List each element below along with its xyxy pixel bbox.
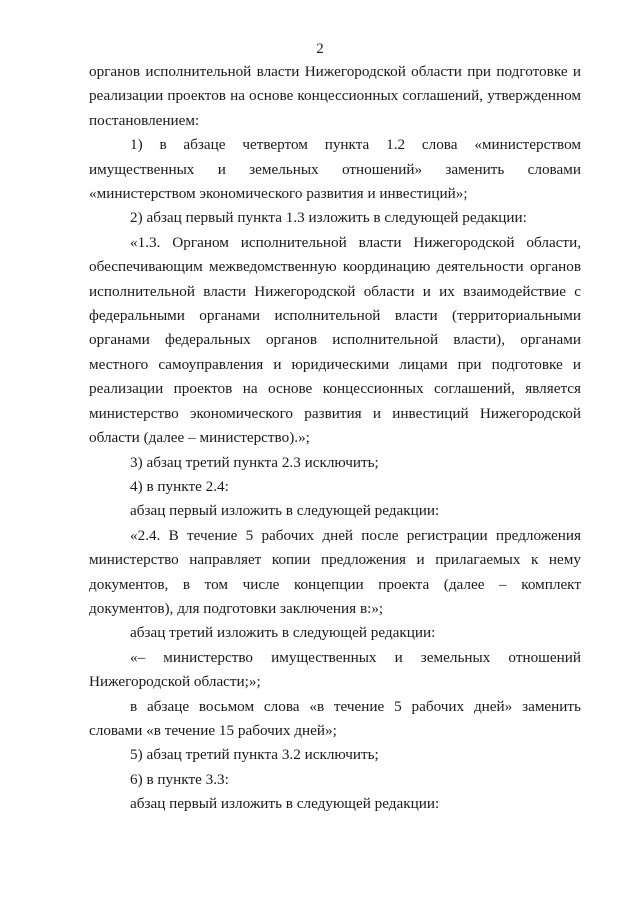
paragraph-item-4-b: абзац третий изложить в следующей редакции: [130,624,436,642]
paragraph-continuation: органов исполнительной власти Нижегородской области при подготовке и реализации проектов на основе концессионных соглашений, утвержденном постановлением: [89,63,581,129]
paragraph-item-5: 5) абзац третий пункта 3.2 исключить; [130,746,379,764]
paragraph-item-3: 3) абзац третий пункта 2.3 исключить; [130,453,379,471]
paragraph-quote-ministry: «– министерство имущественных и земельных отношений Нижегородской области;»; [89,648,581,691]
paragraph-item-1: 1) в абзаце четвертом пункта 1.2 слова «министерством имущественных и земельных отношений» заменить словами «министерством экономического развития и инвестиций»; [89,136,581,203]
paragraph-item-6-a: абзац первый изложить в следующей редакции: [130,795,440,813]
paragraph-item-4-a: абзац первый изложить в следующей редакции: [130,502,440,520]
document-body [89,60,581,817]
paragraph-quote-1-3: «1.3. Органом исполнительной власти Нижегородской области, обеспечивающим межведомственную координацию деятельности органов исполнительной власти Нижегородской области и их взаимодействие с федеральными органами исполнительной власти (территориальными органами федеральных органов исполнительной власти), органами местного самоуправления и юридическими лицами при подготовке и реализации проектов на основе концессионных соглашений, является министерство экономического развития и инвестиций Нижегородской области (далее – министерство).»; [89,233,581,447]
paragraph-item-2: 2) абзац первый пункта 1.3 изложить в следующей редакции: [130,209,527,227]
paragraph-item-4: 4) в пункте 2.4: [130,477,229,495]
paragraph-item-4-c: в абзаце восьмом слова «в течение 5 рабочих дней» заменить словами «в течение 15 рабочих дней»; [89,697,581,739]
paragraph-quote-2-4: «2.4. В течение 5 рабочих дней после регистрации предложения министерство направляет копии предложения и прилагаемых к нему документов, в том числе концепции проекта (далее – комплект документов), для подготовки заключения в:»; [89,526,581,617]
page-number: 2 [316,41,324,57]
paragraph-item-6: 6) в пункте 3.3: [130,770,229,788]
